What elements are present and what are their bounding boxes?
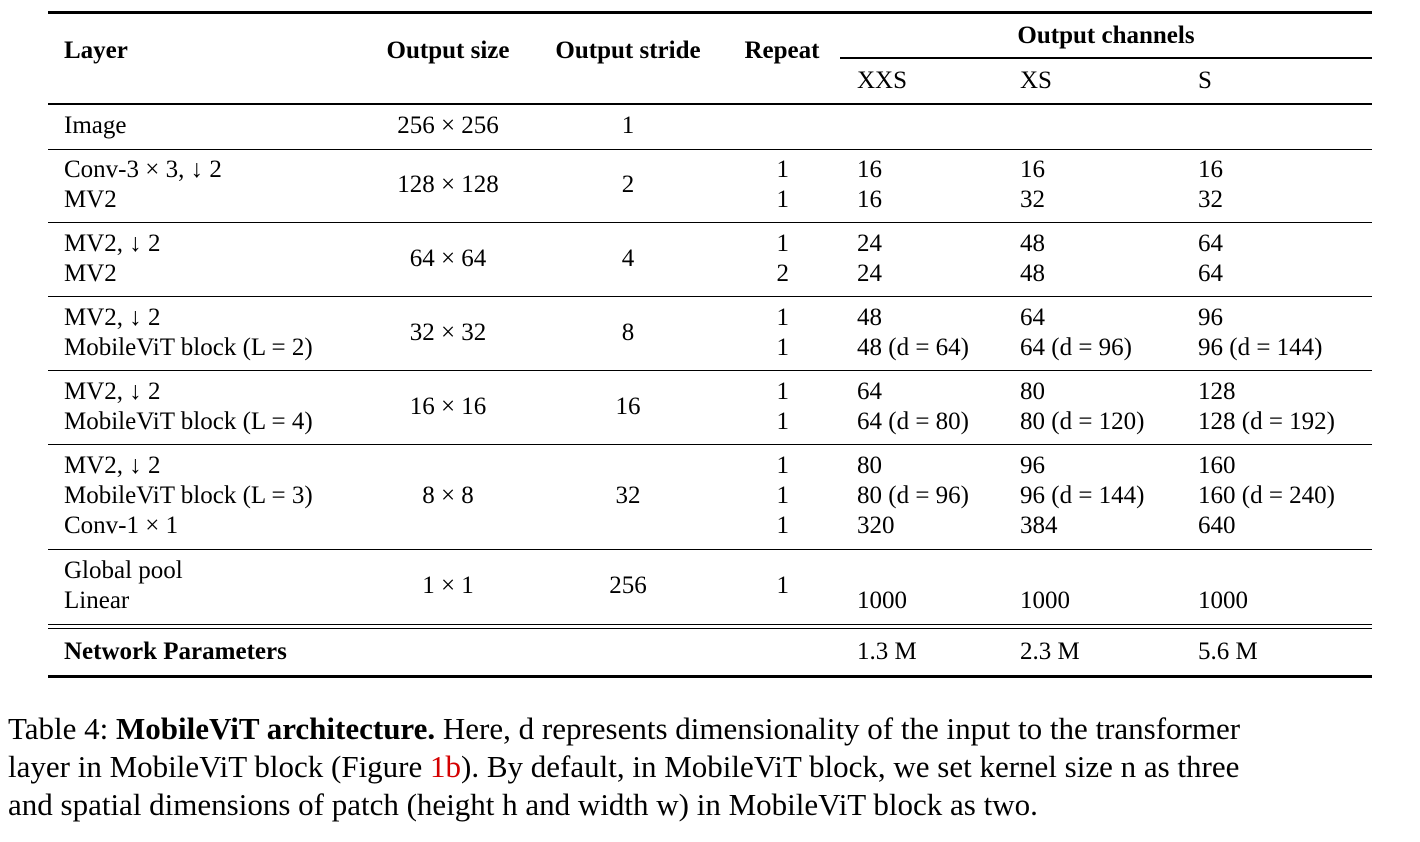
caption-title: MobileViT architecture.	[116, 711, 436, 746]
params-s: 5.6 M	[1198, 638, 1258, 665]
header-bottom-rule	[48, 103, 1372, 105]
channels-s: 160	[1198, 452, 1236, 479]
layer-name: MV2, ↓ 2	[64, 378, 161, 405]
row-rule	[48, 549, 1372, 550]
channels-s: 16	[1198, 156, 1223, 183]
repeat-count: 1	[776, 156, 789, 183]
params-xxs: 1.3 M	[857, 638, 917, 665]
channels-xs: 16	[1020, 156, 1045, 183]
output-size: 32 × 32	[409, 319, 487, 346]
channels-s: 64	[1198, 230, 1223, 257]
output-size: 16 × 16	[409, 393, 487, 420]
channels-xxs: 80 (d = 96)	[857, 482, 969, 509]
layer-name: MobileViT block (L = 3)	[64, 482, 313, 509]
channels-xxs: 48	[857, 304, 882, 331]
layer-name: MobileViT block (L = 4)	[64, 408, 313, 435]
output-stride: 1	[621, 112, 635, 139]
row-rule	[48, 149, 1372, 150]
channels-xs: 64	[1020, 304, 1045, 331]
layer-name: MobileViT block (L = 2)	[64, 334, 313, 361]
channels-xxs: 24	[857, 230, 882, 257]
repeat-count: 1	[776, 408, 789, 435]
channels-xxs: 24	[857, 260, 882, 287]
caption-line-3: and spatial dimensions of patch (height h and width w) in MobileViT block as two.	[8, 787, 1038, 822]
row-rule	[48, 222, 1372, 223]
channels-xxs: 48 (d = 64)	[857, 334, 969, 361]
header-output-size: Output size	[386, 37, 510, 64]
repeat-count: 1	[776, 304, 789, 331]
caption-line-2	[8, 748, 1416, 786]
caption-line-1	[8, 710, 1416, 748]
repeat-count: 1	[776, 452, 789, 479]
output-stride: 16	[615, 393, 641, 420]
channels-s: 640	[1198, 512, 1236, 539]
layer-name: Image	[64, 112, 127, 139]
output-stride: 256	[609, 572, 647, 599]
layer-name: Conv-1 × 1	[64, 512, 179, 539]
channels-xxs: 16	[857, 156, 882, 183]
output-stride: 4	[621, 245, 635, 272]
output-stride: 2	[621, 171, 635, 198]
channels-xs: 80	[1020, 378, 1045, 405]
row-rule	[48, 296, 1372, 297]
params-label: Network Parameters	[64, 638, 287, 665]
header-variant-s: S	[1198, 67, 1212, 94]
channels-s: 96	[1198, 304, 1223, 331]
channels-xxs: 64	[857, 378, 882, 405]
repeat-count: 1	[776, 186, 789, 213]
channels-xs: 48	[1020, 230, 1045, 257]
table-bottom-rule	[48, 675, 1372, 678]
params-xs: 2.3 M	[1020, 638, 1080, 665]
channels-xxs: 1000	[857, 587, 907, 614]
output-size: 64 × 64	[409, 245, 487, 272]
output-size: 128 × 128	[397, 171, 499, 198]
channels-xxs: 16	[857, 186, 882, 213]
channels-s: 64	[1198, 260, 1223, 287]
layer-name: Conv-3 × 3, ↓ 2	[64, 156, 222, 183]
channels-xxs: 320	[857, 512, 895, 539]
channels-xs: 96	[1020, 452, 1045, 479]
channels-s: 1000	[1198, 587, 1248, 614]
channels-xs: 384	[1020, 512, 1058, 539]
caption-line2-b: ). By default, in MobileViT block, we set kernel size n as three	[461, 749, 1240, 784]
layer-name: Linear	[64, 587, 130, 614]
repeat-count: 1	[776, 482, 789, 509]
layer-name: MV2	[64, 260, 117, 287]
channels-xs: 80 (d = 120)	[1020, 408, 1145, 435]
output-size: 8 × 8	[422, 482, 474, 509]
channels-s: 32	[1198, 186, 1223, 213]
caption-line2-a: layer in MobileViT block (Figure	[8, 749, 431, 784]
repeat-count: 1	[776, 378, 789, 405]
caption-prefix: Table 4:	[8, 711, 117, 746]
row-rule	[48, 444, 1372, 445]
channels-xs: 64 (d = 96)	[1020, 334, 1132, 361]
channels-s: 128 (d = 192)	[1198, 408, 1335, 435]
channels-s: 160 (d = 240)	[1198, 482, 1335, 509]
channels-xs: 48	[1020, 260, 1045, 287]
output-stride: 8	[621, 319, 635, 346]
header-output-channels: Output channels	[1017, 22, 1195, 49]
table-top-rule	[48, 11, 1372, 14]
header-output-stride: Output stride	[555, 37, 701, 64]
figure-reference-link[interactable]: 1b	[430, 749, 462, 784]
params-double-rule-top	[48, 624, 1372, 625]
params-double-rule-bottom	[48, 628, 1372, 629]
channels-xxs: 80	[857, 452, 882, 479]
row-rule	[48, 370, 1372, 371]
output-stride: 32	[615, 482, 641, 509]
repeat-count: 1	[776, 572, 789, 599]
channels-s: 96 (d = 144)	[1198, 334, 1323, 361]
layer-name: MV2, ↓ 2	[64, 452, 161, 479]
repeat-count: 1	[776, 334, 789, 361]
header-variant-xs: XS	[1020, 67, 1052, 94]
repeat-count: 1	[776, 230, 789, 257]
channels-xxs: 64 (d = 80)	[857, 408, 969, 435]
channels-xs: 1000	[1020, 587, 1070, 614]
layer-name: MV2	[64, 186, 117, 213]
header-layer: Layer	[64, 37, 128, 64]
output-size: 256 × 256	[397, 112, 499, 139]
table-caption	[8, 710, 1416, 824]
header-variant-xxs: XXS	[857, 67, 908, 94]
caption-line1-rest: Here, d represents dimensionality of the input to the transformer	[435, 711, 1241, 746]
output-size: 1 × 1	[422, 572, 474, 599]
repeat-count: 2	[776, 260, 789, 287]
channels-xs: 96 (d = 144)	[1020, 482, 1145, 509]
header-repeat: Repeat	[744, 37, 820, 64]
layer-name: Global pool	[64, 557, 183, 584]
layer-name: MV2, ↓ 2	[64, 230, 161, 257]
channels-s: 128	[1198, 378, 1236, 405]
repeat-count: 1	[776, 512, 789, 539]
layer-name: MV2, ↓ 2	[64, 304, 161, 331]
channels-xs: 32	[1020, 186, 1045, 213]
output-channels-rule	[840, 57, 1372, 59]
